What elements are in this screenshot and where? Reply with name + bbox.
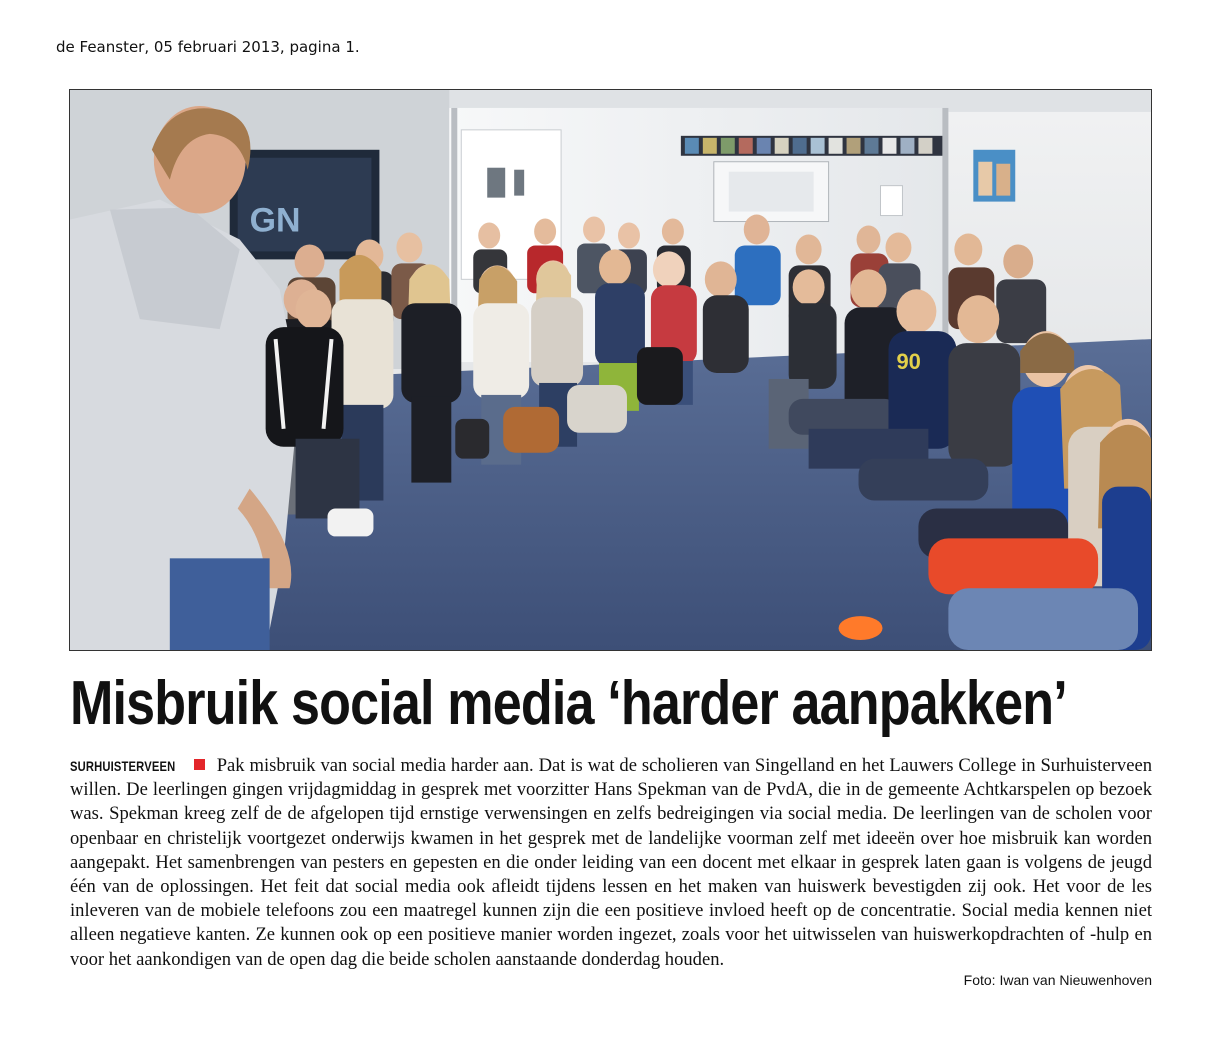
classroom-photo	[70, 90, 1151, 650]
article-body	[70, 754, 1152, 972]
photo-credit: Foto: Iwan van Nieuwenhoven	[963, 972, 1152, 988]
backpack	[637, 347, 683, 405]
article-text: Pak misbruik van social media harder aan. Dat is wat de scholieren van Singelland en het Lauwers College in Surhuisterveen willen. De leerlingen gingen vrijdagmiddag in gesprek met voorzitter Hans Spekman van de PvdA, die in de gemeente Achtkarspelen op bezoek was. Spekman kreeg zelf de de afgelopen tijd ernstige verwensingen en zelfs bedreigingen via social media. De leerlingen van de scholen voor openbaar en christelijk voortgezet onderwijs kwamen in het gesprek met de landelijke voorman zelf met ideeën over hoe misbruik kan worden aangepakt. Het samenbrengen van pesters en gepesten en die onder leiding van een docent met elkaar in gesprek laten gaan is volgens de jeugd één van de oplossingen. Het feit dat social media ook afleidt tijdens lessen en het maken van huiswerk bevestigden zij ook. Het voor de les inleveren van de mobiele telefoons zou een maatregel kunnen zijn die een positieve invloed heeft op de concentratie. Social media kennen niet alleen negatieve kanten. Ze kunnen ook op een positieve manier worden ingezet, zoals voor het uitwisselen van huiswerkopdrachten of -hulp en voor het aankondigen van de open dag die beide scholen aanstaande donderdag houden.	[70, 755, 1152, 970]
source-line: de Feanster, 05 februari 2013, pagina 1.	[56, 38, 360, 56]
headline: Misbruik social media ‘harder aanpakken’	[70, 669, 1067, 738]
red-trousers	[928, 538, 1098, 594]
dateline: SURHUISTERVEEN	[70, 758, 176, 774]
svg-text:90: 90	[896, 349, 921, 374]
news-photo	[69, 89, 1152, 651]
wall-poster-left	[230, 150, 380, 260]
red-square-marker	[194, 759, 205, 770]
poster-text: GN	[249, 201, 301, 240]
poster-strip	[681, 136, 943, 156]
orange-shoe	[839, 616, 883, 640]
